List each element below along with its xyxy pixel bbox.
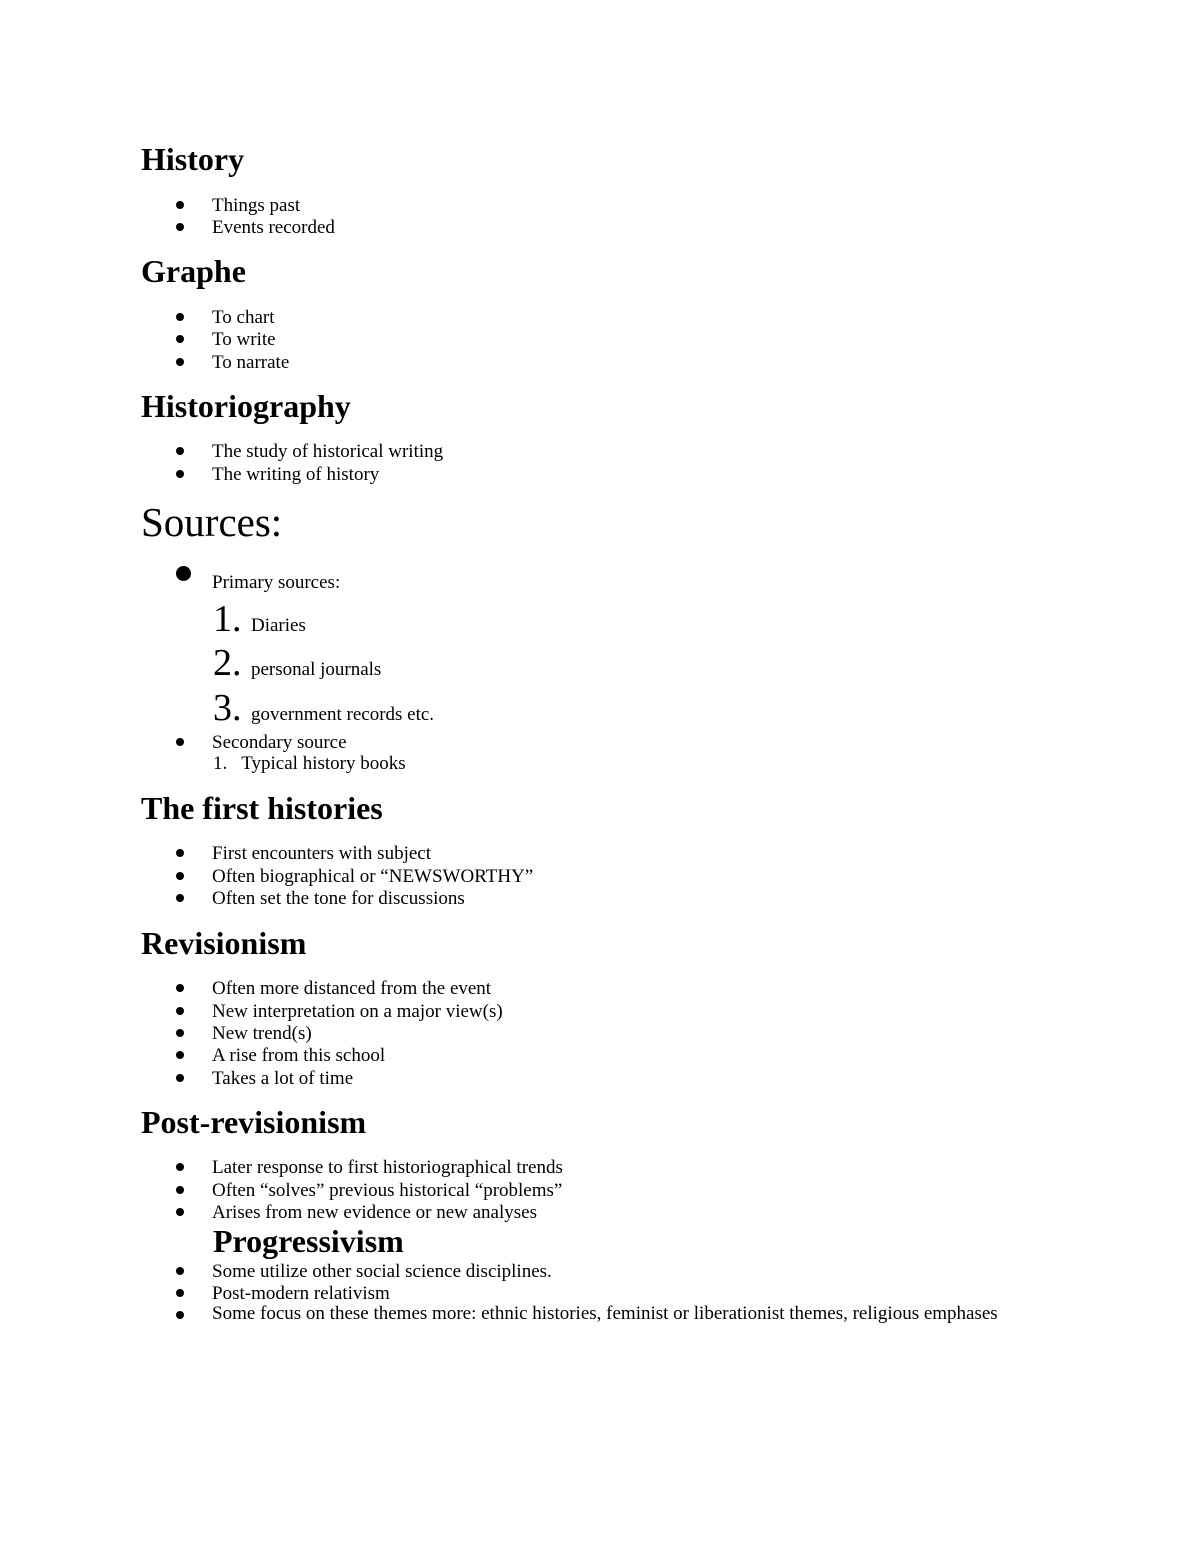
heading-post-revisionism: Post-revisionism (141, 1104, 367, 1140)
list-item: Often biographical or “NEWSWORTHY” (212, 866, 534, 887)
bullet-icon (176, 1029, 184, 1037)
bullet-icon (176, 984, 184, 992)
bullet-icon (176, 566, 191, 581)
list-item: The study of historical writing (212, 441, 444, 462)
bullet-icon (176, 738, 184, 746)
bullet-icon (176, 1051, 184, 1059)
list-item: Later response to first historiographical trends (212, 1157, 563, 1178)
item-text: government records etc. (251, 704, 435, 725)
list-item: Events recorded (212, 217, 335, 238)
bullet-icon (176, 223, 184, 231)
list-item: To chart (212, 307, 275, 328)
bullet-icon (176, 1208, 184, 1216)
heading-graphe: Graphe (141, 253, 246, 289)
list-item: Often set the tone for discussions (212, 888, 465, 909)
heading-sources: Sources: (141, 499, 283, 545)
bullet-icon (176, 470, 184, 478)
list-item: New interpretation on a major view(s) (212, 1001, 503, 1022)
list-item: To narrate (212, 352, 290, 373)
bullet-icon (176, 358, 184, 366)
secondary-source-label: Secondary source (212, 732, 347, 753)
list-item: The writing of history (212, 464, 380, 485)
list-item: First encounters with subject (212, 843, 431, 864)
heading-history: History (141, 141, 245, 177)
bullet-icon (176, 335, 184, 343)
item-number: 3. (213, 687, 242, 729)
list-item: Often more distanced from the event (212, 978, 492, 999)
numbered-item (213, 600, 306, 638)
bullet-icon (176, 1074, 184, 1082)
list-item: Often “solves” previous historical “problems” (212, 1180, 563, 1201)
item-text: Diaries (251, 615, 306, 636)
list-item: Some focus on these themes more: ethnic histories, feminist or liberationist themes, religious emphases (212, 1303, 998, 1324)
list-item: A rise from this school (212, 1045, 386, 1066)
list-item: Post-modern relativism (212, 1283, 390, 1304)
heading-revisionism: Revisionism (141, 925, 307, 961)
bullet-icon (176, 1186, 184, 1194)
numbered-item (213, 754, 406, 773)
bullet-icon (176, 894, 184, 902)
numbered-item (213, 689, 434, 727)
item-text: personal journals (251, 659, 382, 680)
bullet-icon (176, 1289, 184, 1297)
heading-historiography: Historiography (141, 388, 351, 424)
bullet-icon (176, 1007, 184, 1015)
item-number: 1. (213, 598, 242, 640)
list-item: Arises from new evidence or new analyses (212, 1202, 537, 1223)
item-text: Typical history books (241, 753, 406, 774)
list-item: To write (212, 329, 276, 350)
heading-first-histories: The first histories (141, 790, 383, 826)
bullet-icon (176, 872, 184, 880)
list-item: Some utilize other social science disciplines. (212, 1261, 552, 1282)
bullet-icon (176, 1311, 184, 1319)
bullet-icon (176, 447, 184, 455)
item-number: 1. (213, 753, 228, 774)
primary-sources-label: Primary sources: (212, 572, 341, 593)
heading-progressivism: Progressivism (213, 1223, 404, 1259)
numbered-item (213, 644, 381, 682)
bullet-icon (176, 1267, 184, 1275)
bullet-icon (176, 1163, 184, 1171)
list-item: New trend(s) (212, 1023, 312, 1044)
item-number: 2. (213, 642, 242, 684)
list-item: Things past (212, 195, 301, 216)
bullet-icon (176, 849, 184, 857)
list-item: Takes a lot of time (212, 1068, 354, 1089)
bullet-icon (176, 201, 184, 209)
bullet-icon (176, 313, 184, 321)
